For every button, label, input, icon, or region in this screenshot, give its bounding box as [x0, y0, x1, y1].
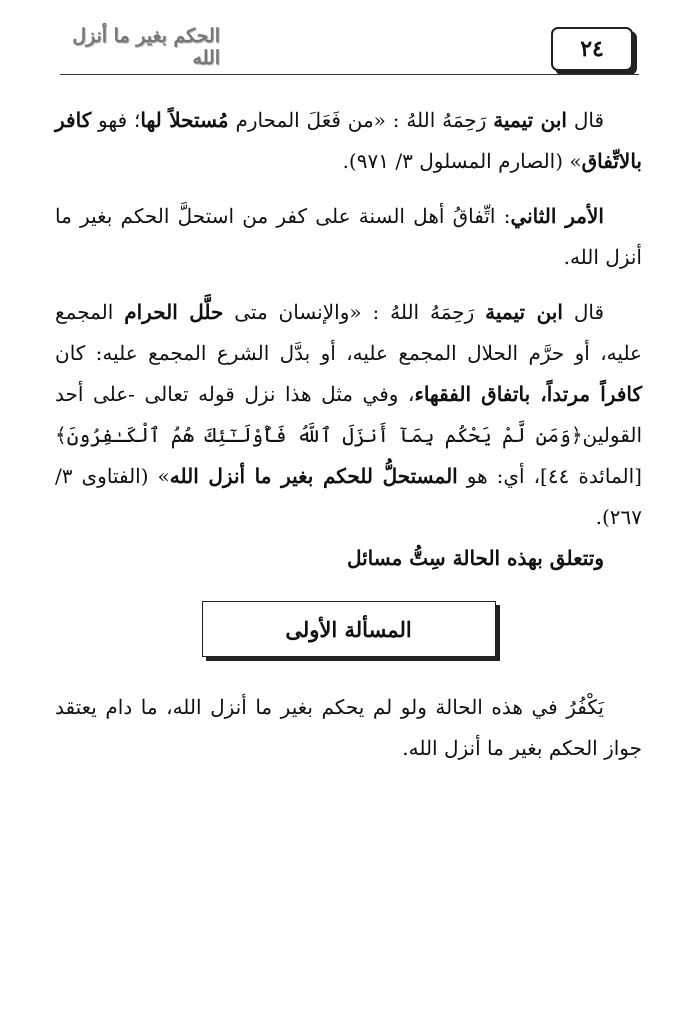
text: في هذه الحالة ولو لم يحكم بغير ما أنزل الله، ما دام يعتقد جواز الحكم بغير ما أنزل الله. [55, 695, 642, 760]
text: قال [567, 108, 605, 132]
citation: » (الفتاوى ٣/ ٢٦٧). [55, 464, 642, 529]
bold-phrase: المستحلُّ للحكم بغير ما أنزل الله [169, 464, 458, 488]
issue-heading: المسألة الأولى [285, 616, 412, 642]
text: ؛ فهو [91, 108, 141, 132]
text: يَكْفُرُ [566, 695, 604, 719]
text: رَحِمَهُ اللهُ : «والإنسان متى [223, 300, 486, 324]
bold-phrase: كافر بالاتِّفاق [55, 108, 642, 173]
bold-name: ابن تيمية [485, 300, 563, 324]
page-number: ٢٤ [580, 36, 604, 62]
text: قال [562, 300, 605, 324]
issue-heading-box [202, 601, 496, 657]
bold-name: ابن تيمية [493, 108, 567, 132]
bold-phrase: كافراً مرتداً، باتفاق الفقهاء [414, 382, 643, 406]
header-title-text: الحكم بغير ما أنزل الله [72, 25, 220, 69]
paragraph-second-matter [55, 196, 642, 278]
page-content [55, 100, 642, 769]
text: [المائدة ٤٤]، أي: هو [457, 464, 642, 488]
text: : اتِّفاقُ أهل السنة على كفر من استحلَّ الحكم بغير ما أنزل الله. [55, 204, 642, 269]
paragraph-ibn-taymiyyah-1 [55, 100, 642, 182]
text: المجمع عليه، أو حرَّم الحلال المجمع عليه، أو بدَّل الشرع المجمع عليه: كان [55, 300, 642, 365]
quran-verse: ﴿وَمَن لَّمْ يَحْكُم بِمَآ أَنزَلَ ٱللَّهُ فَأُوْلَـٰٓئِكَ هُمُ ٱلْكَـٰفِرُونَ﴾ [55, 423, 583, 447]
citation: » (الصارم المسلول ٣/ ٩٧١). [342, 149, 582, 173]
paragraph-first-issue [55, 687, 642, 769]
text: رَحِمَهُ اللهُ : «من فَعَلَ المحارم [228, 108, 494, 132]
paragraph-ibn-taymiyyah-2 [55, 292, 642, 538]
bold-phrase: مُستحلاً لها [140, 108, 229, 132]
bold-phrase: حلَّل الحرام [124, 300, 224, 324]
page-number-box [551, 27, 633, 71]
section-intro: وتتعلق بهذه الحالة سِتُّ مسائل [346, 546, 604, 570]
header-divider [60, 74, 639, 75]
header-calligraphy-title [60, 25, 220, 69]
text: ، وفي مثل هذا نزل قوله تعالى -على أحد القولين [55, 382, 642, 447]
bold-label: الأمر الثاني [510, 204, 604, 228]
